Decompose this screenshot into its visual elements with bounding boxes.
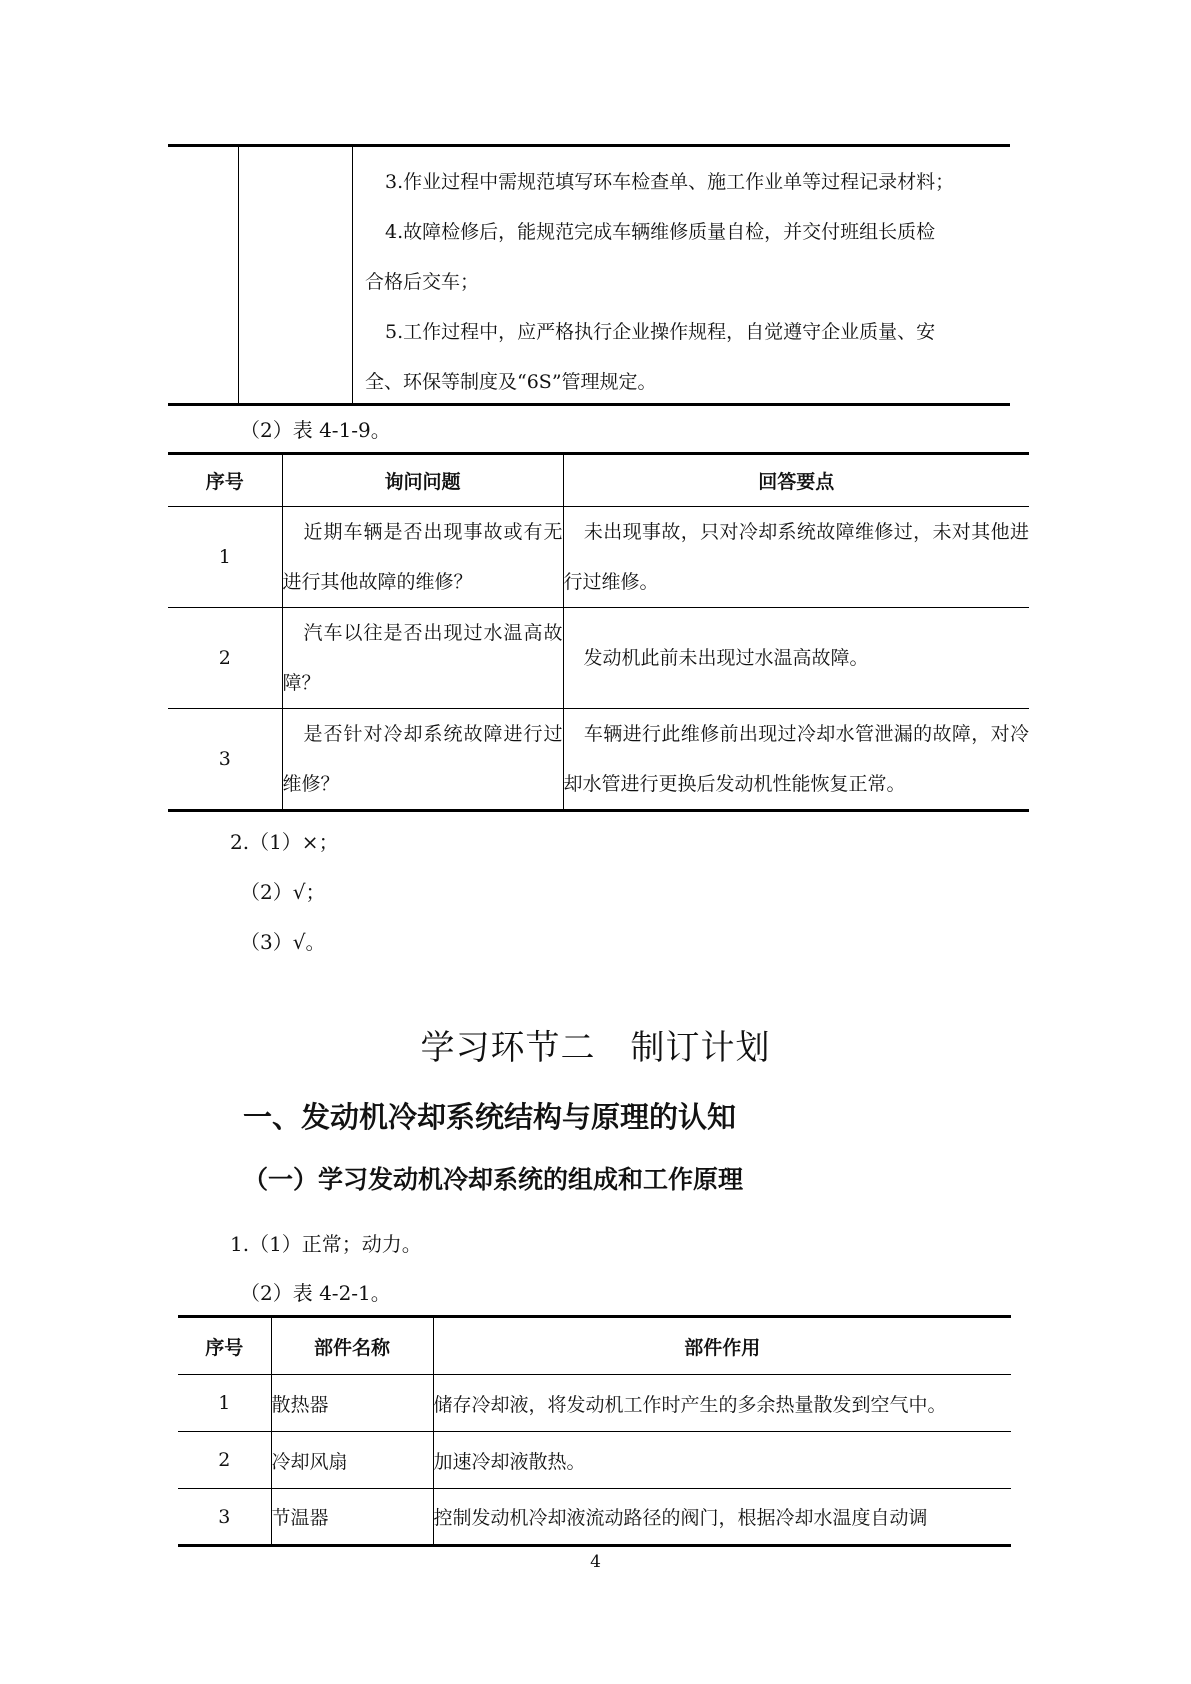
table-row xyxy=(168,608,1029,709)
answer-line: （3）√。 xyxy=(240,930,326,954)
question-cell: 近期车辆是否出现事故或有无进行其他故障的维修？ xyxy=(282,507,563,608)
table-row xyxy=(178,1489,1011,1546)
answer-line: （2）√； xyxy=(240,880,326,904)
row-number: 3 xyxy=(178,1489,271,1546)
component-name: 散热器 xyxy=(271,1375,433,1432)
answer-cell: 车辆进行此维修前出现过冷却水管泄漏的故障，对冷却水管进行更换后发动机性能恢复正常。 xyxy=(563,709,1029,811)
table-row xyxy=(168,709,1029,811)
table-caption: （2）表 4-1-9。 xyxy=(240,418,391,442)
sub-heading: （一）学习发动机冷却系统的组成和工作原理 xyxy=(243,1165,744,1194)
column-header: 序号 xyxy=(168,454,282,507)
table-divider xyxy=(238,147,239,403)
answer-cell: 未出现事故，只对冷却系统故障维修过，未对其他进行过维修。 xyxy=(563,507,1029,608)
row-number: 1 xyxy=(168,507,282,608)
answer-cell: 发动机此前未出现过水温高故障。 xyxy=(563,608,1029,709)
requirement-line: 全、环保等制度及“6S”管理规定。 xyxy=(365,371,657,393)
continuation-table xyxy=(168,144,1010,406)
table-row xyxy=(178,1375,1011,1432)
row-number: 2 xyxy=(178,1432,271,1489)
table-header-row xyxy=(168,454,1029,507)
table-caption: （2）表 4-2-1。 xyxy=(240,1281,391,1305)
component-name: 冷却风扇 xyxy=(271,1432,433,1489)
table-row xyxy=(178,1432,1011,1489)
requirements-list xyxy=(365,157,1003,407)
table-header-row xyxy=(178,1317,1011,1375)
component-function: 控制发动机冷却液流动路径的阀门，根据冷却水温度自动调 xyxy=(433,1489,1011,1546)
column-header: 序号 xyxy=(178,1317,271,1375)
component-name: 节温器 xyxy=(271,1489,433,1546)
requirement-line: 4.故障检修后，能规范完成车辆维修质量自检，并交付班组长质检 xyxy=(385,221,936,243)
column-header: 部件名称 xyxy=(271,1317,433,1375)
requirement-line: 5.工作过程中，应严格执行企业操作规程，自觉遵守企业质量、安 xyxy=(385,321,936,343)
row-number: 2 xyxy=(168,608,282,709)
row-number: 1 xyxy=(178,1375,271,1432)
column-header: 询问问题 xyxy=(282,454,563,507)
components-table xyxy=(178,1315,1011,1547)
component-function: 储存冷却液，将发动机工作时产生的多余热量散发到空气中。 xyxy=(433,1375,1011,1432)
column-header: 回答要点 xyxy=(563,454,1029,507)
requirement-line: 3.作业过程中需规范填写环车检查单、施工作业单等过程记录材料； xyxy=(385,171,955,193)
column-header: 部件作用 xyxy=(433,1317,1011,1375)
question-cell: 是否针对冷却系统故障进行过维修？ xyxy=(282,709,563,811)
requirement-line: 合格后交车； xyxy=(365,271,480,293)
answer-line: 1.（1）正常；动力。 xyxy=(230,1232,422,1256)
page-number: 4 xyxy=(590,1552,601,1572)
section-title: 学习环节二 制订计划 xyxy=(420,1028,771,1068)
table-row xyxy=(168,507,1029,608)
chapter-heading: 一、发动机冷却系统结构与原理的认知 xyxy=(243,1100,737,1134)
component-function: 加速冷却液散热。 xyxy=(433,1432,1011,1489)
inquiry-table xyxy=(168,452,1029,812)
question-cell: 汽车以往是否出现过水温高故障？ xyxy=(282,608,563,709)
table-divider xyxy=(352,147,353,403)
row-number: 3 xyxy=(168,709,282,811)
answer-line: 2.（1）×； xyxy=(230,830,339,854)
